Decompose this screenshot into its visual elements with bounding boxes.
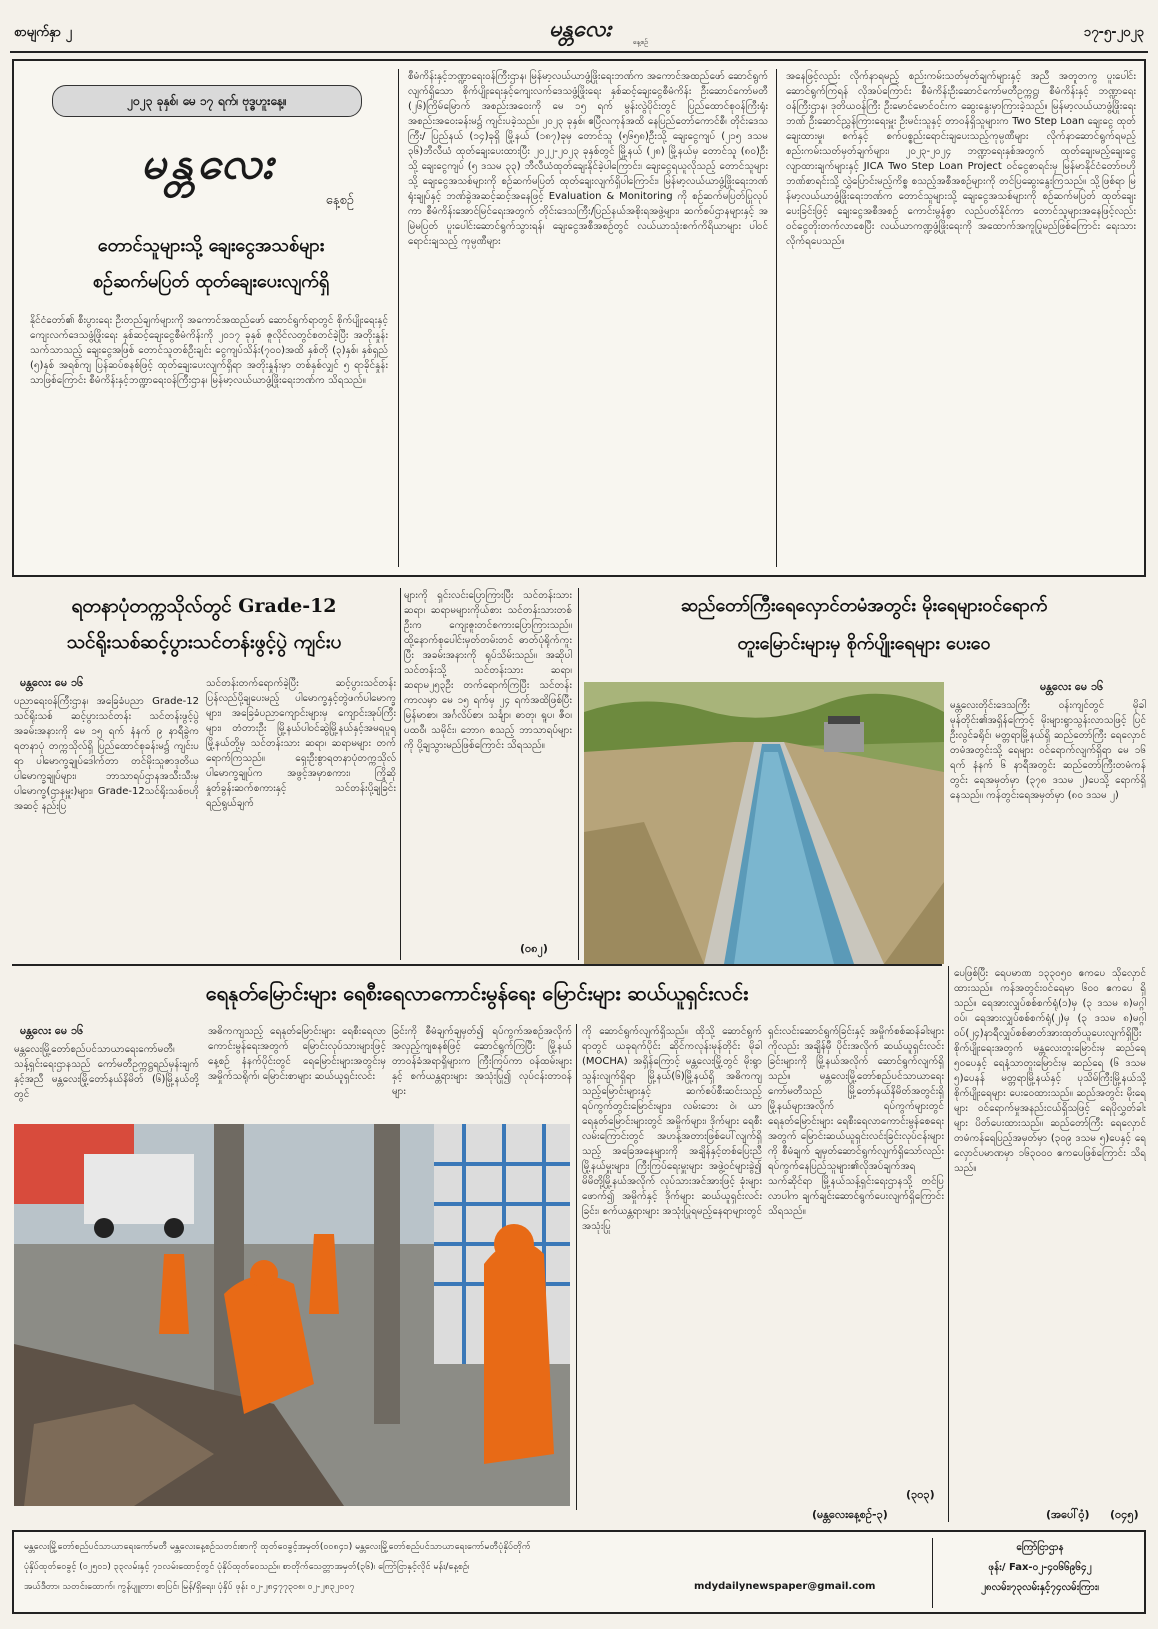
top-story-col-divider-1	[398, 69, 399, 567]
drain-col-divider	[576, 1024, 577, 1510]
drain-col2: အဓိကကျသည့် ရေနုတ်မြောင်းများ ရေစီးရေလာကောင်းမွန်ရေးအတွက် မြောင်းလုပ်သားများဖြင့် နေ့စဉ် နံနက်ပိုင်းတွင် ရေမြောင်းများအတွင်းမှ အမှိုက်သရိုက်၊ မြောင်းစာများ ဆယ်ယူရှင်းလင်း	[208, 1026, 386, 1082]
school-col2: သင်တန်းတက်ရောက်ခဲ့ပြီး ဆင့်ပွားသင်တန်း ပြန်လည်ပို့ချပေးမည့် ပါမောက္ခနှင့်တွဲဖက်ပါမောက္ခများ၊ အခြေခံပညာကျောင်းများမှ ကျောင်းအုပ်ကြီးများ၊ တံတားဦး မြို့နယ်ပါဝင်ဆွဲမြို့နယ်နှင့်အမရပူရမြို့နယ်တို့မှ သင်တန်းသား ဆရာ၊ ဆရာမများ တက်ရောက်ကြသည်။ ရှေးဦးစွာရတနာပုံတက္ကသိုလ် ပါမောက္ခချုပ်က အဖွင့်အမှာစကား၊ ကြိုဆိုနှုတ်ခွန်းဆက်စကားနှင့် သင်တန်းပို့ချခြင်း ရည်ရွယ်ချက်	[206, 678, 396, 809]
drain-headline: ရေနုတ်မြောင်းများ ရေစီးရေလာကောင်းမွန်ရေး မြောင်းများ ဆယ်ယူရှင်းလင်း	[205, 981, 749, 1005]
drain-col4: ကို ဆောင်ရွက်လျက်ရှိသည်။ ထိုသို့ ဆောင်ရွက်ရာတွင် ယခုရက်ပိုင်း ဆိုင်ကလုန်းမုန်တိုင်း မိုခါ (MOCHA) အရှိန်ကြောင့် မန္တလေးမြို့တွင် မိုးရွာသွန်းလျက်ရှိရာ မြို့နယ်(၆)မြို့နယ်ရှိ အဓိကကျသည့်မြောင်းများနှင့် ဆက်စပ်စီးဆင်းသည့် ရပ်ကွက်တွင်းမြောင်းများ၊ လမ်းဘေး ဝဲ၊ ယာ ရေနုတ်မြောင်းများတွင် အမှိုက်များ၊ ဒိုက်များ ရေစီးလမ်းကြောင်းတွင် အဟန့်အတားဖြစ်ပေါ်လျက်ရှိသည့် အခြေအနေများကို အချိန်နှင့်တစ်ပြေးညီ မြို့နယ်မှူးများ၊ ကြီးကြပ်ရေးမှူးများ အဖွဲ့ဝင်များခွဲ၍ မိမိတို့မြို့နယ်အလိုက် လုပ်သားအင်အားဖြင့် ခုံးများဖောက်၍ အမှိုက်နှင့် ဒိုက်များ ဆယ်ယူရှင်းလင်းခြင်း၊ စက်ယန္တရားများ အသုံးပြုရမည့်နေရာများတွင် အသုံးပြု	[582, 1026, 762, 1232]
top-story-box	[12, 59, 1146, 577]
canal-headline-2: တူးမြောင်းများမှ စိုက်ပျိုးရေများ ပေးဝေ	[737, 633, 991, 654]
drain-photo	[14, 1124, 570, 1506]
footer-ad-phone: ဖုန်း/ Fax-၀၂-၄၀၆၆၉၆၄၂	[988, 1562, 1092, 1573]
drain-col3: ခြင်းကို စီမံချက်ချမှတ်၍ ရပ်ကွက်အစဉ်အလိုက် အလှည့်ကျစနစ်ဖြင့် ဆောင်ရွက်ကြပြီး မြို့နယ်တာဝန်ခံအရာရှိများက ကြီးကြပ်ကာ ဝန်ထမ်းများနှင့် စက်ယန္တရားများ အသုံးပြု၍ လုပ်ငန်းတာဝန်များ	[392, 1026, 572, 1097]
issue-date: ၁၇-၅-၂၀၂၃	[1083, 25, 1144, 40]
top-story-headline-2: စဉ်ဆက်မပြတ် ထုတ်ချေးပေးလျက်ရှိ	[92, 271, 330, 292]
school-col3: များကို ရှင်းလင်းပြောကြားပြီး သင်တန်းသား ဆရာ၊ ဆရာမများကိုယ်စား သင်တန်းသားတစ်ဦးက ကျေးဇူးတင်စကားပြောကြားသည်။ ထို့နောက်စုပေါင်းမှတ်တမ်းတင် ဓာတ်ပုံရိုက်ကူးပြီး အခမ်းအနားကို ရုပ်သိမ်းသည်။ အဆိုပါသင်တန်းသို့ သင်တန်းသား ဆရာ၊ဆရာမ၂၅၃ဦး တက်ရောက်ကြပြီး သင်တန်းကာလမှာ မေ ၁၅ ရက်မှ ၂၄ ရက်အထိဖြစ်ပြီး မြန်မာစာ၊ အင်္ဂလိပ်စာ၊ သင်္ချာ၊ ဓာတု၊ ရူပ၊ ဇီဝ၊ ပထဝီ၊ သမိုင်း၊ ဘောဂ စသည့် ဘာသာရပ်များကို ပို့ချသွားမည်ဖြစ်ကြောင်း သိရသည်။	[404, 590, 572, 751]
canal-byline-num: (၀၄၅)	[1110, 1508, 1139, 1521]
top-story-col3: အနေဖြင့်လည်း လိုက်နာရမည့် စည်းကမ်းသတ်မှတ်ချက်များနှင့် အညီ အတူတကွ ပူးပေါင်းဆောင်ရွက်ကြရန် လိုအပ်ကြောင်း စီမံကိန်းဦးဆောင်ကော်မတီဥက္ကဋ္ဌ၊ စီမံကိန်းနှင့် ဘဏ္ဍာရေးဝန်ကြီးဌာန၊ ဒုတိယဝန်ကြီး ဦးမောင်မောင်ဝင်းက ဆွေးနွေးမှာကြားခဲ့သည်။ မြန်မာ့လယ်ယာဖွံ့ဖြိုးရေးဘဏ် ဦးဆောင်ညွှန်ကြားရေးမှူး ဦးမင်းသူနှင့် တာဝန်ရှိသူများက Two Step Loan ချေးငွေ ထုတ်ချေးထားမှု၊ စက်နှင့် စက်ပစ္စည်းရောင်းချပေးသည့်ကုမ္ပဏီများ လိုက်နာဆောင်ရွက်ရမည့် စည်းကမ်းသတ်မှတ်ချက်များ၊ ၂၀၂၃-၂၀၂၄ ဘဏ္ဍာရေးနှစ်အတွက် ထုတ်ချေးမည့်ချေးငွေ လျာထားချက်များနှင့် JICA Two Step Loan Project ဝင်ငွေစာရင်းမှ မြန်မာနိုင်ငံတော်ဗဟိုဘဏ်စာရင်းသို့ လွှဲပြောင်းမည့်ကိစ္စ စသည့်အစီအစဉ်များကို တင်ပြဆွေးနွေးကြသည်။ သို့ဖြစ်ရာ မြန်မာ့လယ်ယာဖွံ့ဖြိုးရေးဘဏ်က တောင်သူများသို့ ချေးငွေအသစ်များကို စဉ်ဆက်မပြတ် ထုတ်ချေးပေးခြင်းဖြင့် ချေးငွေအစီအစဉ် ကောင်းမွန်စွာ လည်ပတ်နိုင်ကာ တောင်သူများအနေဖြင့်လည်း ဝင်ငွေတိုးတက်လာစေပြီး လယ်ယာကဏ္ဍဖွံ့ဖြိုးရေးကို အထောက်အကူပြုမည်ဖြစ်ကြောင်း ရေးသားလိုက်ရပေသည်။	[786, 71, 1136, 247]
footer-email[interactable]: mdydailynewspaper@gmail.com	[694, 1581, 876, 1592]
canal-dateline: မန္တလေး မေ ၁၆	[1040, 680, 1104, 693]
footer-box	[12, 1530, 1146, 1614]
top-story-col2: စီမံကိန်းနှင့်ဘဏ္ဍာရေးဝန်ကြီးဌာန၊ မြန်မာ့လယ်ယာဖွံ့ဖြိုးရေးဘဏ်က အကောင်အထည်ဖော် ဆောင်ရွက်လျက်ရှိသော စိုက်ပျိုးရေးနှင့်ကျေးလက်ဒေသဖွံ့ဖြိုးရေး နှစ်ဆင့်ချေးငွေစီမံကိန်း ဦးဆောင်ကော်မတီ (၂၆)ကြိမ်မြောက် အစည်းအဝေးကို မေ ၁၅ ရက် မွန်းလွဲပိုင်းတွင် ပြည်ထောင်စုဝန်ကြီးရုံး အစည်းအဝေးခန်းမ၌ ကျင်းပခဲ့သည်။ ၂၀၂၃ ခုနှစ်၊ ဧပြီလကုန်အထိ နေပြည်တော်ကောင်စီ၊ တိုင်းဒေသကြီး/ ပြည်နယ် (၁၄)ခုရှိ မြို့နယ် (၁၈၇)ခုမှ တောင်သူ (၅၆၅၈)ဦးသို့ ချေးငွေကျပ် (၂၁၅ ဒသမ ၃၆)ဘီလီယံ ထုတ်ချေးပေးထားပြီး ၂၀၂၂-၂၀၂၃ ခုနှစ်တွင် မြို့နယ် (၂၈) မြို့နယ်မှ တောင်သူ (၈၀)ဦးသို့ ချေးငွေကျပ် (၅ ဒသမ ၃၃) ဘီလီယံထုတ်ချေးနိုင်ခဲ့ပါကြောင်း၊ ချေးငွေရယူလိုသည့် တောင်သူများသို့ ချေးငွေအသစ်များကို စဉ်ဆက်မပြတ် ထုတ်ချေးလျက်ရှိပါကြောင်း၊ မြန်မာ့လယ်ယာဖွံ့ဖြိုးရေးဘဏ် ရုံးချုပ်နှင့် ဘဏ်ခွဲအဆင့်ဆင့်အနေဖြင့် Evaluation & Monitoring ကို စဉ်ဆက်မပြတ်ပြုလုပ်ကာ စီမံကိန်းအောင်မြင်ရေးအတွက် တိုင်းဒေသကြီး/ပြည်နယ်အစိုးရအဖွဲ့များ၊ ဆက်စပ်ဌာနများနှင့် အမြဲမပြတ် ပူးပေါင်းဆောင်ရွက်သွားရန်၊ ချေးငွေအစီအစဉ်တွင် လယ်ယာသုံးစက်ကိရိယာများ ပါဝင်ရောင်းချသည့် ကုမ္ပဏီများ	[408, 71, 768, 247]
masthead-large-sub: နေ့စဉ်	[325, 193, 354, 208]
canal-drain-divider	[948, 966, 949, 1522]
canal-side-text: မန္တလေးတိုင်းဒေသကြီး ဝန်းကျင်တွင် မိုခါမုန်တိုင်း၏အရှိန်ကြောင့် မိုးများရွာသွန်းလာသဖြင့် ပြင်ဦးလွင်ခရိုင်၊ မတ္တရာမြို့နယ်ရှိ ဆည်တော်ကြီး ရေလှောင်တမံအတွင်းသို့ ရေများ ဝင်ရောက်လျက်ရှိရာ မေ ၁၆ ရက် နံနက် ၆ နာရီအတွင်း ဆည်တော်ကြီးတမံကန်တွင်း ရေအမှတ်မှာ (၃၇၈ ဒသမ ၂)ပေသို့ ရောက်ရှိနေသည်။ ကန်တွင်းရေအမှတ်မှာ (၈၀ ဒသမ ၂)	[950, 700, 1146, 801]
drain-top-divider	[12, 964, 942, 966]
canal-photo-illustration	[584, 682, 944, 964]
canal-headline-1: ဆည်တော်ကြီးရေလှောင်တမံအတွင်း မိုးရေများဝင်ရောက်	[680, 595, 1048, 616]
canal-byline-src: (အပေါ်ဝံ့)	[1046, 1508, 1090, 1521]
drain-byline-num: (၃၀၃)	[906, 1488, 935, 1501]
footer-ad-title: ကြော်ငြာဌာန	[1016, 1542, 1064, 1553]
school-byline: (၀၈၂)	[520, 942, 548, 955]
masthead-large	[54, 129, 364, 213]
drain-photo-illustration	[14, 1124, 570, 1506]
school-dateline: မန္တလေး မေ ၁၆	[20, 676, 84, 689]
school-headline-2: သင်ရိုးသစ်ဆင့်ပွားသင်တန်းဖွင့်ပွဲ ကျင်းပ	[66, 631, 342, 653]
top-story-headline-1: တောင်သူများသို့ ချေးငွေအသစ်များ	[97, 235, 325, 256]
footer-line-1: မန္တလေးမြို့တော်စည်ပင်သာယာရေးကော်မတီ မန္တလေးနေ့စဉ်သတင်းစာကို ထုတ်ဝေခွင့်အမှတ်(၀၀၈၄၁) မန္တလေးမြို့တော်စည်ပင်သာယာရေးကော်မတီပုံနှိပ်တိုက်	[24, 1542, 531, 1552]
school-col-divider	[400, 588, 401, 960]
footer-ad-address: ၂၈လမ်း၊၇၃လမ်းနှင့်၇၄လမ်းကြား၊	[981, 1582, 1099, 1593]
masthead-small-sub: နေ့စဉ်	[632, 38, 648, 46]
footer-divider	[932, 1538, 933, 1608]
drain-dateline: မန္တလေး မေ ၁၆	[20, 1024, 84, 1037]
top-story-col1: နိုင်ငံတော်၏ စီးပွားရေး ဦးတည်ချက်များကို အကောင်အထည်ဖော် ဆောင်ရွက်ရာတွင် စိုက်ပျိုးရေးနှင့် ကျေးလက်ဒေသဖွံ့ဖြိုးရေး နှစ်ဆင့်ချေးငွေစီမံကိန်းကို ၂၀၁၇ ခုနှစ် ဇူလိုင်လတွင်စတင်ခဲ့ပြီး အတိုးနှုန်းသက်သာသည့် ချေးငွေအဖြစ် တောင်သူတစ်ဦးချင်း ငွေကျပ်သိန်း(၇၀၀)အထိ နှစ်တို (၃)နှစ်၊ နှစ်ရှည် (၅)နှစ် အရစ်ကျ ပြန်ဆပ်စနစ်ဖြင့် ထုတ်ချေးပေးလျက်ရှိရာ အတိုးနှုန်းမှာ တစ်နှစ်လျှင် ၅ ရာခိုင်နှုန်းသာဖြစ်ကြောင်း စီမံကိန်းနှင့်ဘဏ္ဍာရေးဝန်ကြီးဌာန၊ မြန်မာ့လယ်ယာဖွံ့ဖြိုးရေးဘဏ်က သိရသည်။	[30, 315, 388, 386]
canal-photo	[584, 682, 944, 964]
school-col1: ပညာရေးဝန်ကြီးဌာန၊ အခြေခံပညာ Grade-12 သင်ရိုးသစ် ဆင့်ပွားသင်တန်း သင်တန်းဖွင့်ပွဲ အခမ်းအနားကို မေ ၁၅ ရက် နံနက် ၉ နာရီခွဲက ရတနာပုံ တက္ကသိုလ်ရှိ ပြည်ထောင်စုခန်းမ၌ ကျင်းပရာ ပါမောက္ခချုပ်ဒေါက်တာ တင်မိုးသူဇာဒုတိယပါမောက္ခချုပ်များ၊ ဘာသာရပ်ဌာနအသီးသီးမှ ပါမောက္ခ(ဌာနမှူး)များ၊ Grade-12သင်ရိုးသစ်ဗဟိုအဆင့် နည်းပြ	[14, 696, 199, 812]
drain-col1: မန္တလေးမြို့တော်စည်ပင်သာယာရေးကော်မတီ၊ သန့်ရှင်းရေးဌာနသည် ကော်မတီဥက္ကဋ္ဌရည်မှန်းချက်နှင့်အညီ မန္တလေးမြို့တော်နယ်နိမိတ် (၆)မြို့နယ်တို့တွင်	[14, 1044, 199, 1100]
drain-col5: ရှင်းလင်းဆောင်ရွက်ခြင်းနှင့် အမှိုက်စစ်ဆန်ခါးများကိုလည်း အချိန်မှီ ပိုင်းအလိုက် ဆယ်ယူရှင်းလင်းခြင်းများကို မြို့နယ်အလိုက် ဆောင်ရွက်လျက်ရှိသည်။ မန္တလေးမြို့တော်စည်ပင်သာယာရေးကော်မတီသည် မြို့တော်နယ်နိမိတ်အတွင်းရှိ မြို့နယ်များအလိုက် ရပ်ကွက်များတွင် ရေနုတ်မြောင်းများ ရေစီးရေလာကောင်းမွန်စေရေးအတွက် မြောင်းဆယ်ယူရှင်းလင်းခြင်းလုပ်ငန်းများကို စီမံချက် ချမှတ်ဆောင်ရွက်လျက်ရှိသော်လည်း ရပ်ကွက်နေပြည်သူများ၏လိုအပ်ချက်အရ သက်ဆိုင်ရာ မြို့နယ်သန့်ရှင်းရေးဌာနသို့ တင်ပြလာပါက ချက်ချင်းဆောင်ရွက်ပေးလျက်ရှိကြောင်း သိရသည်။	[768, 1026, 944, 1217]
issue-date-badge: ၂၀၂၃ ခုနှစ်၊ မေ ၁၇ ရက်၊ ဗုဒ္ဓဟူးနေ့။	[52, 85, 362, 117]
school-headline-1: ရတနာပုံတက္ကသိုလ်တွင် Grade-12	[71, 595, 337, 617]
masthead-large-title: မန္တလေး	[140, 138, 278, 189]
top-story-col-divider-2	[776, 69, 777, 567]
masthead-small-title: မန္တလေး	[548, 16, 612, 42]
drain-byline-src: (မန္တလေးနေ့စဉ်-၃)	[812, 1508, 888, 1521]
masthead-small	[512, 14, 648, 48]
page-number: စာမျက်နှာ ၂	[14, 25, 72, 40]
school-canal-divider	[578, 588, 579, 960]
footer-line-3: အယ်ဒီတာ၊ သတင်းထောက်၊ ကွန်ပျူတာ၊ စာပြင်၊ မြန်/ရှိရေး၊ ပုံနှိပ် ဖုန်း ၀၂-၂၈၄၇၇၃၀၈၊ ၀၂-၂၈၃၂၀၀၇	[24, 1582, 355, 1592]
footer-line-2: ပုံနှိပ်ထုတ်ဝေခွင့် (၀၂၅၀၁) ၃၃လမ်းနှင့် ၇၁လမ်းထောင့်တွင် ပုံနှိပ်ထုတ်ဝေသည်။ စာတိုက်သေတ္တာအမှတ်(၃၆)၊ ကြော်ငြာနှင့်လိုင် မန်း/နေ့စဉ်၊	[24, 1562, 470, 1572]
header-divider	[10, 51, 1148, 53]
canal-bottom-text: ပေဖြစ်ပြီး ရေပမာဏ ၁၃၃၀၅၀ ဧကပေ သိုလှောင်ထားသည်။ ကန်အတွင်းဝင်ရေမှာ ၆၀၀ ဧကပေ ရှိသည်။ ရေအားလျှပ်စစ်စက်ရုံ(၁)မှ (၃ ဒသမ ၈)မဂ္ဂါဝပ်၊ ရေအားလျှပ်စစ်စက်ရုံ(၂)မှ (၃ ဒသမ ၈)မဂ္ဂါဝပ်(၂၄)နာရီလျှပ်စစ်ဓာတ်အားထုတ်ယူပေးလျက်ရှိပြီး စိုက်ပျိုးရေးအတွက် မန္တလေးတူးမြောင်းမှ ဆည်ရေ ၅၀ပေနှင့် ရေနံ့သာတူးမြောင်းမှ ဆည်ရေ (၆ ဒသမ ၅)ပေနန် မတ္တရာမြို့နယ်နှင့် ပုသိမ်ကြီးမြို့နယ်သို့ စိုက်ပျိုးရေများ ပေးဝေထားသည်။ ဆည်အတွင်း မိုးရေများ ဝင်ရောက်မှုအနည်းငယ်ရှိသဖြင့် ရေပိုလွှတ်ခါးများ ပိတ်ပေးထားသည်။ ဆည်တော်ကြီး ရေလှောင်တမံကန်ရေပြည့်အမှတ်မှာ (၃၀၉ ဒသမ ၅)ပေနှင့် ရေလှောင်ပမာဏမှာ ၁၆၃၀၀၀ ဧကပေဖြစ်ကြောင်း သိရသည်။	[954, 968, 1146, 1174]
